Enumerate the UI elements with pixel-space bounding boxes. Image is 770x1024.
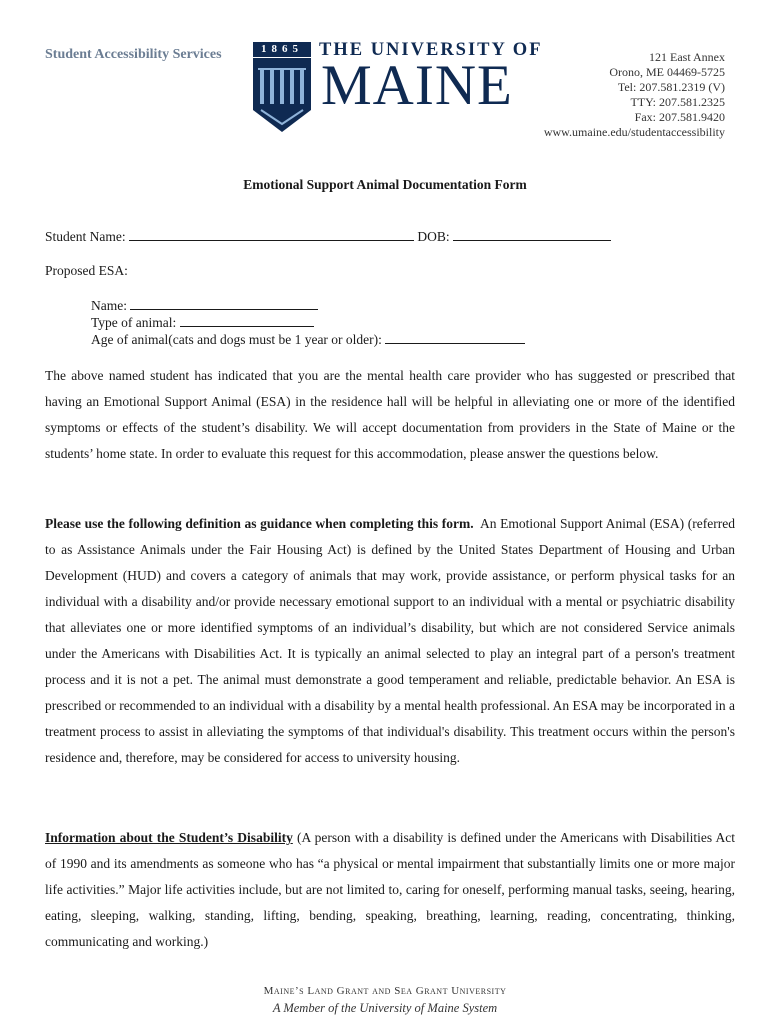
shield-emblem [253,58,311,132]
disability-heading: Information about the Student’s Disability [45,830,293,845]
esa-name-row [91,298,318,314]
department-name: Student Accessibility Services [45,47,222,62]
footer-tagline: Maine’s Land Grant and Sea Grant University [263,985,507,997]
intro-paragraph: The above named student has indicated that you are the mental health care provider who has suggested or prescribed that having an Emotional Support Animal (ESA) in the residence hall will be helpful in alleviating one or more of the identified symptoms or effects of the student’s disability. We will accept documentation from providers in the State of Maine or the students’ home state. In order to evaluate this request for this accommodation, please answer the questions below. [45,368,735,461]
contact-fax: Fax: 207.581.9420 [634,110,725,124]
form-title: Emotional Support Animal Documentation Form [243,177,527,192]
student-name-field[interactable] [129,229,414,241]
footer-system: A Member of the University of Maine System [272,1001,498,1015]
logo-maine-text: MAINE [321,54,513,117]
proposed-esa-label: Proposed ESA: [45,263,128,278]
animal-age-field[interactable] [385,332,525,344]
dob-label: DOB: [417,229,450,244]
definition-paragraph [45,511,735,771]
logo-university-text: THE UNIVERSITY OF [319,40,543,60]
definition-heading: Please use the following definition as guidance when completing this form. [45,516,474,531]
animal-type-label: Type of animal: [91,315,177,330]
esa-name-field[interactable] [130,298,318,310]
contact-block [544,50,725,140]
contact-city: Orono, ME 04469-5725 [609,65,725,79]
definition-text: An Emotional Support Animal (ESA) (referred to as Assistance Animals under the Fair Housing Act) is defined by the United States Department of Housing and Urban Development (HUD) and covers a category of animals that may work, provide assistance, or perform physical tasks for an individual with a disability and/or provide necessary emotional support to an individual with a mental or psychiatric disability that alleviates one or more identified symptoms of an individual’s disability, but which are not considered Service animals under the Americans with Disabilities Act. It is typically an animal selected to play an integral part of a person's treatment process and it is not a pet. The animal must demonstrate a good temperament and reliable, predictable behavior. An ESA is prescribed or recommended to an individual with a disability by a mental health professional. An ESA may be incorporated in a treatment process to assist in alleviating the symptoms of that individual's disability. This treatment occurs within the person's residence and, therefore, may be considered for access to university housing. [45,516,735,765]
logo-year: 1865 [253,42,311,57]
disability-text: (A person with a disability is defined under the Americans with Disabilities Act of 1990 and its amendments as someone who has “a physical or mental impairment that substantially limits one or more major life activities.” Major life activities include, but are not limited to, caring for oneself, performing manual tasks, seeing, hearing, eating, sleeping, walking, standing, lifting, bending, speaking, breathing, learning, reading, concentrating, thinking, communicating and working.) [45,830,736,949]
animal-age-label: Age of animal(cats and dogs must be 1 year or older): [91,332,382,347]
esa-name-label: Name: [91,298,127,313]
contact-address: 121 East Annex [649,50,725,64]
contact-website: www.umaine.edu/studentaccessibility [543,125,725,139]
dob-field[interactable] [453,229,611,241]
disability-paragraph [45,825,735,955]
contact-tty: TTY: 207.581.2325 [630,95,725,109]
animal-age-row [91,332,525,348]
animal-type-field[interactable] [180,315,314,327]
contact-tel: Tel: 207.581.2319 (V) [617,80,725,94]
student-name-label: Student Name: [45,229,126,244]
student-name-row [45,229,611,245]
animal-type-row [91,315,314,331]
